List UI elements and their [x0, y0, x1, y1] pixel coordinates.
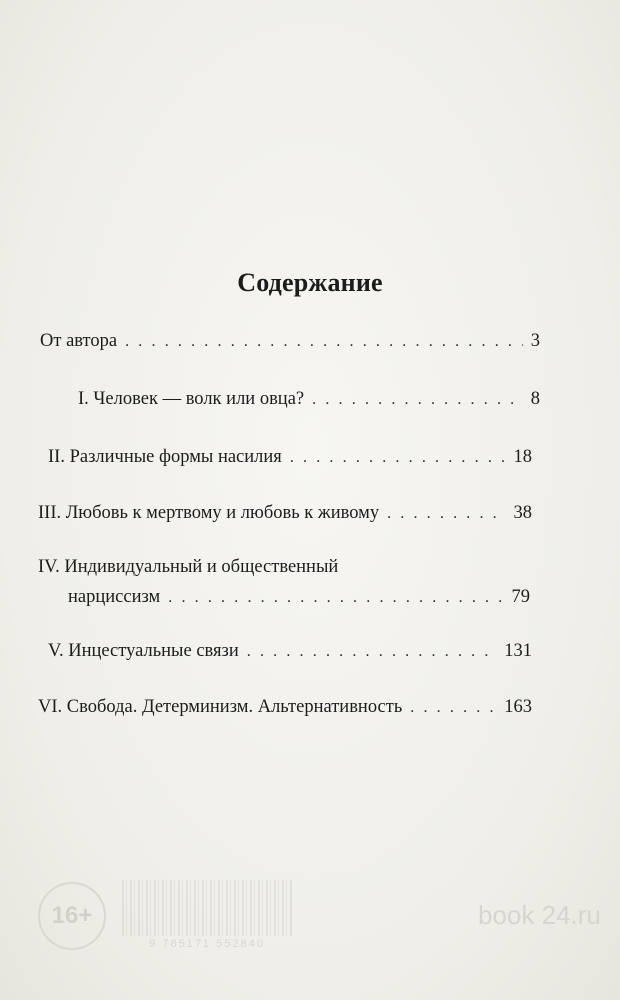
- toc-entry: [78, 388, 540, 411]
- toc-leader-dots: [410, 697, 496, 719]
- toc-page-number: 131: [504, 641, 532, 661]
- toc-page-number: 38: [513, 503, 532, 523]
- toc-page-number: 18: [513, 447, 532, 467]
- toc-entry-title: III. Любовь к мертвому и любовь к живому: [38, 503, 380, 523]
- toc-page-number: 163: [504, 697, 532, 717]
- barcode-number: 9 785171 552840: [149, 938, 265, 950]
- toc-entry-title: VI. Свобода. Детерминизм. Альтернативность: [38, 697, 403, 717]
- toc-page-number: 8: [530, 389, 540, 409]
- toc-entry-title: IV. Индивидуальный и общественный: [38, 557, 339, 577]
- toc-leader-dots: [312, 389, 523, 411]
- toc-entry-title: II. Различные формы насилия: [48, 447, 282, 467]
- toc-page-number: 3: [530, 331, 540, 351]
- toc-entry: [38, 502, 532, 525]
- page-title: Содержание: [237, 268, 383, 297]
- brand-logo: book 24.ru: [478, 900, 601, 930]
- toc-leader-dots: [290, 447, 506, 469]
- toc-entry: [68, 586, 530, 609]
- toc-entry: [38, 696, 532, 719]
- toc-entry: [48, 446, 532, 469]
- toc-entry-title-continued: нарциссизм: [68, 587, 161, 607]
- toc-entry: [40, 330, 540, 353]
- toc-leader-dots: [168, 587, 503, 609]
- toc-leader-dots: [247, 641, 497, 663]
- age-rating-badge: 16+: [38, 882, 106, 950]
- toc-leader-dots: [387, 503, 505, 525]
- toc-entry-title: V. Инцестуальные связи: [48, 641, 239, 661]
- toc-page-number: 79: [511, 587, 530, 607]
- toc-entry-title: От автора: [40, 331, 118, 351]
- toc-entry: [48, 640, 532, 663]
- toc-leader-dots: [125, 331, 523, 353]
- toc-entry-title: I. Человек — волк или овца?: [78, 389, 305, 409]
- barcode: [122, 880, 292, 936]
